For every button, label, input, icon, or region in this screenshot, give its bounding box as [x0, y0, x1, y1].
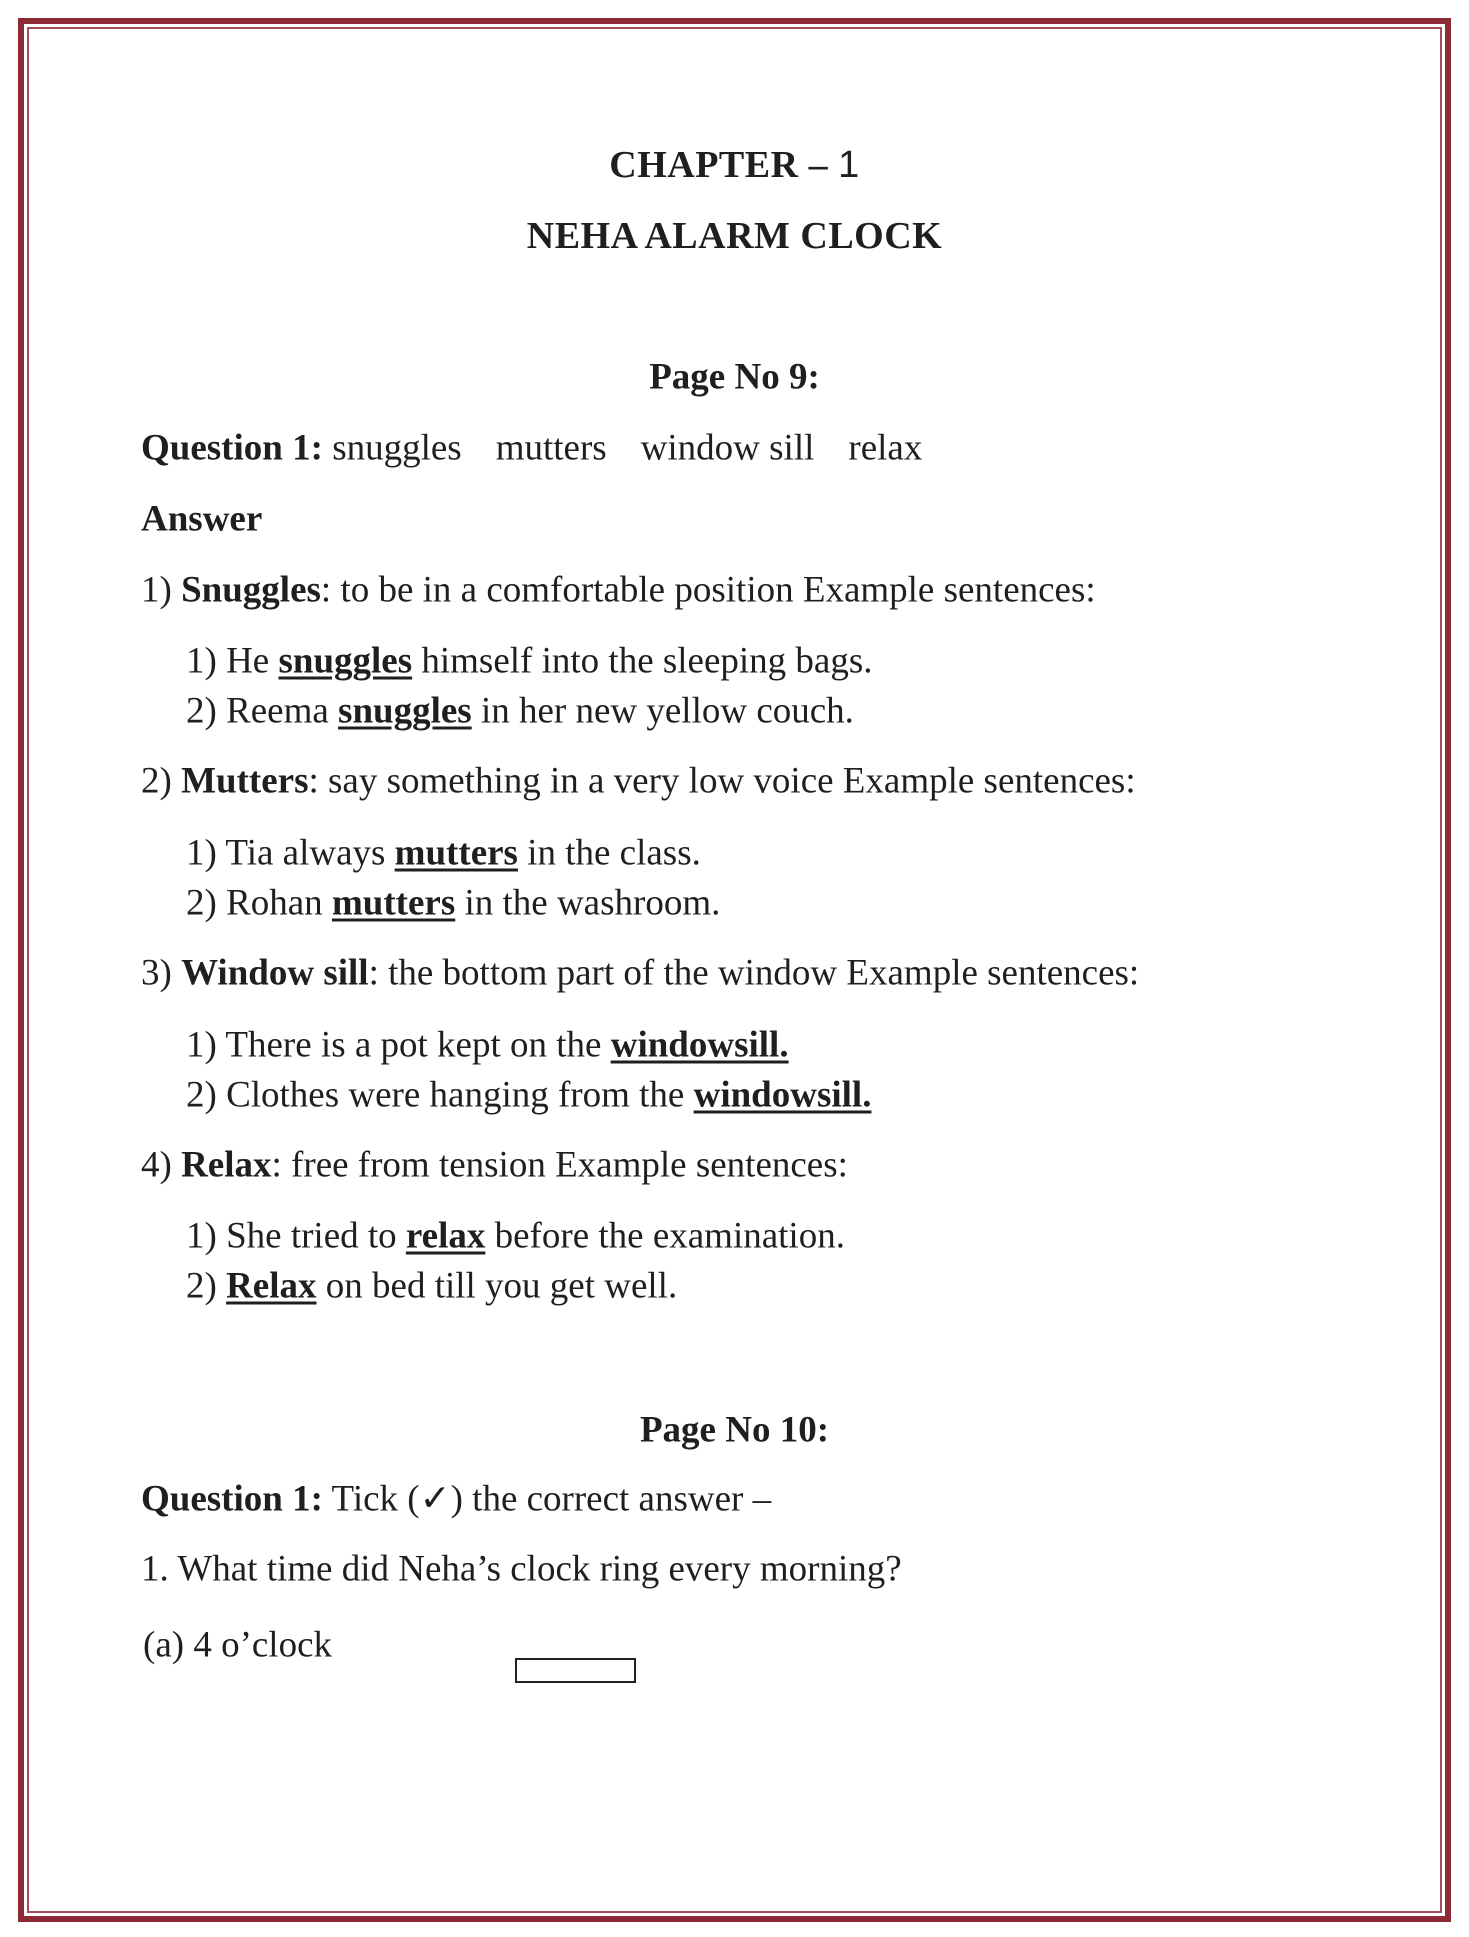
entry-word: Relax: [181, 1144, 272, 1186]
option-a-label: (a) 4 o’clock: [143, 1624, 333, 1666]
example-prefix: 1) There is a pot kept on the: [186, 1024, 611, 1066]
word-1: snuggles: [332, 427, 462, 469]
entry-definition: [141, 1144, 848, 1186]
answer-label: Answer: [141, 498, 263, 540]
example-keyword: windowsill.: [693, 1074, 872, 1116]
entry-def-text: : free from tension Example sentences:: [271, 1144, 848, 1186]
example-suffix: before the examination.: [485, 1215, 845, 1257]
example-suffix: in the washroom.: [455, 882, 721, 924]
entry-num: 2): [141, 760, 182, 802]
example-prefix: 2) Clothes were hanging from the: [186, 1074, 694, 1116]
example-suffix: in the class.: [517, 832, 701, 874]
option-a-tick-box[interactable]: [515, 1658, 636, 1683]
example-sentence: [186, 832, 701, 874]
chapter-label: CHAPTER –: [609, 144, 839, 186]
page9-heading: Page No 9:: [649, 356, 820, 398]
page10-heading: Page No 10:: [639, 1409, 830, 1451]
example-keyword: windowsill.: [610, 1024, 789, 1066]
example-keyword: mutters: [394, 832, 518, 874]
entry-def-text: : to be in a comfortable position Example sentences:: [320, 569, 1096, 611]
question-1-text: 1. What time did Neha’s clock ring every morning?: [141, 1548, 902, 1590]
example-sentence: [186, 1265, 678, 1307]
chapter-title: NEHA ALARM CLOCK: [526, 215, 943, 257]
example-prefix: 2) Reema: [186, 690, 339, 732]
example-sentence: [186, 690, 854, 732]
example-sentence: [186, 1215, 845, 1257]
example-sentence: [186, 640, 873, 682]
example-sentence: [186, 1024, 789, 1066]
example-prefix: 1) She tried to: [186, 1215, 406, 1257]
entry-def-text: : the bottom part of the window Example sentences:: [368, 952, 1140, 994]
chapter-heading: [0, 146, 1469, 184]
entry-num: 3): [141, 952, 182, 994]
example-keyword: mutters: [331, 882, 456, 924]
page9-question: [141, 427, 923, 469]
entry-word: Mutters: [181, 760, 309, 802]
entry-word: Window sill: [181, 952, 369, 994]
entry-num: 4): [141, 1144, 182, 1186]
example-sentence: [186, 1074, 872, 1116]
example-sentence: [186, 882, 721, 924]
example-prefix: 1) He: [186, 640, 279, 682]
chapter-number: 1: [838, 144, 860, 186]
question-label: Question 1:: [141, 1478, 323, 1520]
example-prefix: 1) Tia always: [186, 832, 395, 874]
example-keyword: snuggles: [278, 640, 413, 682]
word-3: window sill: [640, 427, 815, 469]
example-suffix: on bed till you get well.: [316, 1265, 678, 1307]
entry-def-text: : say something in a very low voice Example sentences:: [308, 760, 1136, 802]
question-label: Question 1:: [141, 427, 323, 469]
example-suffix: himself into the sleeping bags.: [412, 640, 873, 682]
entry-definition: [141, 952, 1140, 994]
example-suffix: in her new yellow couch.: [471, 690, 854, 732]
example-keyword: Relax: [226, 1265, 317, 1307]
example-prefix: 2) Rohan: [186, 882, 332, 924]
word-4: relax: [848, 427, 923, 469]
example-prefix: 2): [186, 1265, 227, 1307]
entry-word: Snuggles: [181, 569, 321, 611]
entry-definition: [141, 569, 1096, 611]
word-2: mutters: [495, 427, 607, 469]
example-keyword: relax: [405, 1215, 486, 1257]
question-text: Tick (✓) the correct answer –: [322, 1478, 772, 1520]
entry-definition: [141, 760, 1136, 802]
entry-num: 1): [141, 569, 182, 611]
page10-question: [141, 1478, 772, 1520]
example-keyword: snuggles: [338, 690, 472, 732]
